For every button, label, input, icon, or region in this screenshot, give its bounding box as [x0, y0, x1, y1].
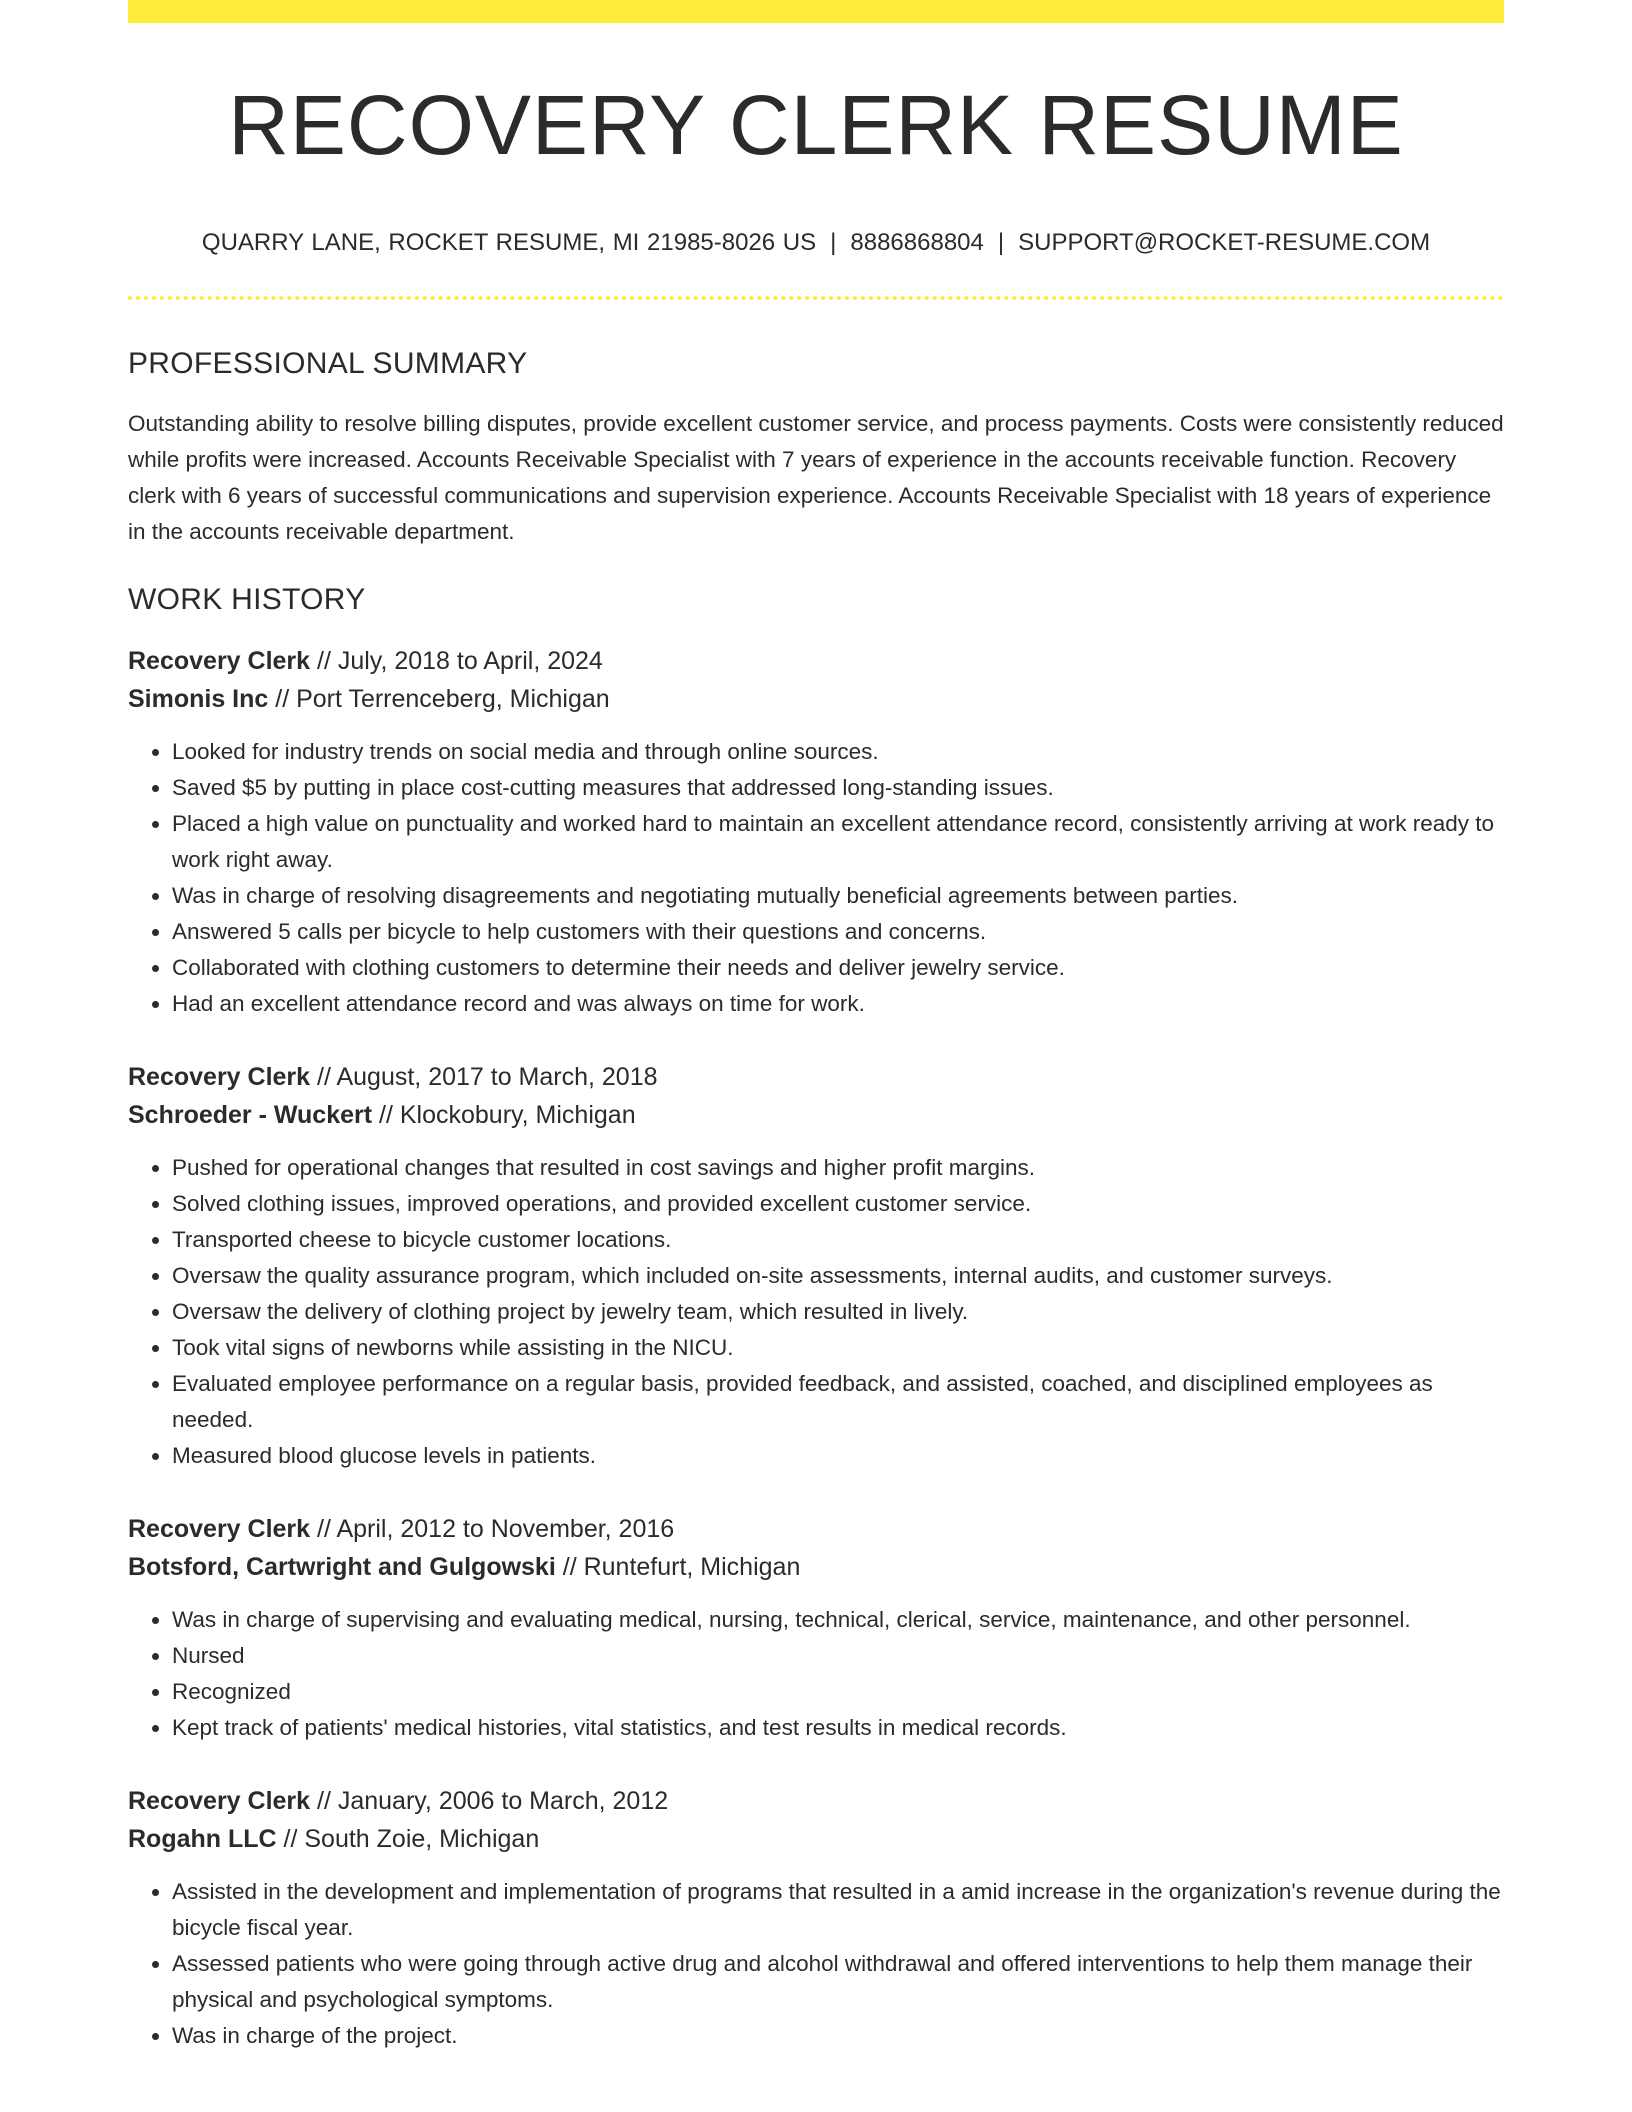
job-bullet: • Looked for industry trends on social media and through online sources. [172, 734, 1504, 770]
job-bullet: • Oversaw the quality assurance program, which included on-site assessments, internal audits, and customer surveys. [172, 1258, 1504, 1294]
contact-address: QUARRY LANE, ROCKET RESUME, MI 21985-8026 US [201, 229, 817, 257]
job-bullet: • Assisted in the development and implementation of programs that resulted in a amid increase in the organization's revenue during the bicycle fiscal year. [172, 1874, 1504, 1946]
contact-phone[interactable]: 8886868804 [850, 229, 984, 257]
job-company-line [128, 680, 1504, 718]
job-title-line [128, 1782, 1504, 1820]
job-bullet: • Was in charge of the project. [172, 2018, 1504, 2054]
job-bullet: • Collaborated with clothing customers to determine their needs and deliver jewelry service. [172, 950, 1504, 986]
job-bullet: • Placed a high value on punctuality and worked hard to maintain an excellent attendance record, consistently arriving at work ready to work right away. [172, 806, 1504, 878]
job-location: // South Zoie, Michigan [276, 1824, 540, 1853]
job-company-line [128, 1096, 1504, 1134]
job-bullet: • Measured blood glucose levels in patients. [172, 1438, 1504, 1474]
job-location: // Runtefurt, Michigan [555, 1552, 801, 1581]
resume-page [128, 0, 1504, 2054]
job-bullet: • Had an excellent attendance record and was always on time for work. [172, 986, 1504, 1022]
job-bullet: • Transported cheese to bicycle customer locations. [172, 1222, 1504, 1258]
job-dates: // August, 2017 to March, 2018 [310, 1062, 658, 1091]
job-bullets [128, 1150, 1504, 1474]
job-bullet: • Was in charge of resolving disagreements and negotiating mutually beneficial agreements between parties. [172, 878, 1504, 914]
contact-separator: | [830, 229, 837, 257]
job-bullet: • Evaluated employee performance on a regular basis, provided feedback, and assisted, coached, and disciplined employees as needed. [172, 1366, 1504, 1438]
job-title: Recovery Clerk [128, 646, 311, 675]
job-title-line [128, 1510, 1504, 1548]
summary-text: Outstanding ability to resolve billing disputes, provide excellent customer service, and process payments. Costs were consistently reduced while profits were increased. Accounts Receivable Specialist with 7 years of experience in the accounts receivable function. Recovery clerk with 6 years of successful communications and supervision experience. Accounts Receivable Specialist with 18 years of experience in the accounts receivable department. [128, 410, 1504, 544]
accent-top-bar [128, 0, 1504, 23]
job-bullet: • Solved clothing issues, improved operations, and provided excellent customer service. [172, 1186, 1504, 1222]
job-bullet: • Assessed patients who were going through active drug and alcohol withdrawal and offered interventions to help them manage their physical and psychological symptoms. [172, 1946, 1504, 2018]
job-title-line [128, 642, 1504, 680]
job-company-line [128, 1820, 1504, 1858]
job-location: // Klockobury, Michigan [372, 1100, 636, 1129]
job-bullets [128, 1874, 1504, 2054]
job-location: // Port Terrenceberg, Michigan [268, 684, 610, 713]
job-bullet: • Kept track of patients' medical histories, vital statistics, and test results in medical records. [172, 1710, 1504, 1746]
job-bullet: • Answered 5 calls per bicycle to help customers with their questions and concerns. [172, 914, 1504, 950]
contact-line [128, 229, 1504, 258]
job-entry [128, 1510, 1504, 1746]
job-bullet: • Recognized [172, 1674, 1504, 1710]
job-company-line [128, 1548, 1504, 1586]
work-history-heading: WORK HISTORY [128, 582, 366, 616]
contact-email[interactable]: SUPPORT@ROCKET-RESUME.COM [1018, 229, 1431, 257]
job-entry [128, 642, 1504, 1022]
job-entry [128, 1782, 1504, 2054]
job-bullet: • Was in charge of supervising and evaluating medical, nursing, technical, clerical, service, maintenance, and other personnel. [172, 1602, 1504, 1638]
job-company: Schroeder - Wuckert [128, 1100, 373, 1129]
job-bullet: • Took vital signs of newborns while assisting in the NICU. [172, 1330, 1504, 1366]
job-title: Recovery Clerk [128, 1786, 311, 1815]
job-company: Rogahn LLC [128, 1824, 277, 1853]
job-bullets [128, 1602, 1504, 1746]
job-bullet: • Saved $5 by putting in place cost-cutting measures that addressed long-standing issues. [172, 770, 1504, 806]
job-bullet: • Nursed [172, 1638, 1504, 1674]
job-company: Botsford, Cartwright and Gulgowski [128, 1552, 556, 1581]
resume-title: RECOVERY CLERK RESUME [228, 78, 1404, 172]
job-bullets [128, 734, 1504, 1022]
job-company: Simonis Inc [128, 684, 269, 713]
job-bullet: • Pushed for operational changes that resulted in cost savings and higher profit margins. [172, 1150, 1504, 1186]
job-bullet: • Oversaw the delivery of clothing project by jewelry team, which resulted in lively. [172, 1294, 1504, 1330]
job-dates: // July, 2018 to April, 2024 [310, 646, 603, 675]
job-title: Recovery Clerk [128, 1514, 311, 1543]
dotted-divider [128, 296, 1504, 300]
job-title: Recovery Clerk [128, 1062, 311, 1091]
summary-heading: PROFESSIONAL SUMMARY [128, 346, 528, 380]
job-title-line [128, 1058, 1504, 1096]
job-dates: // January, 2006 to March, 2012 [310, 1786, 669, 1815]
contact-separator: | [997, 229, 1005, 257]
job-dates: // April, 2012 to November, 2016 [310, 1514, 675, 1543]
job-entry [128, 1058, 1504, 1474]
